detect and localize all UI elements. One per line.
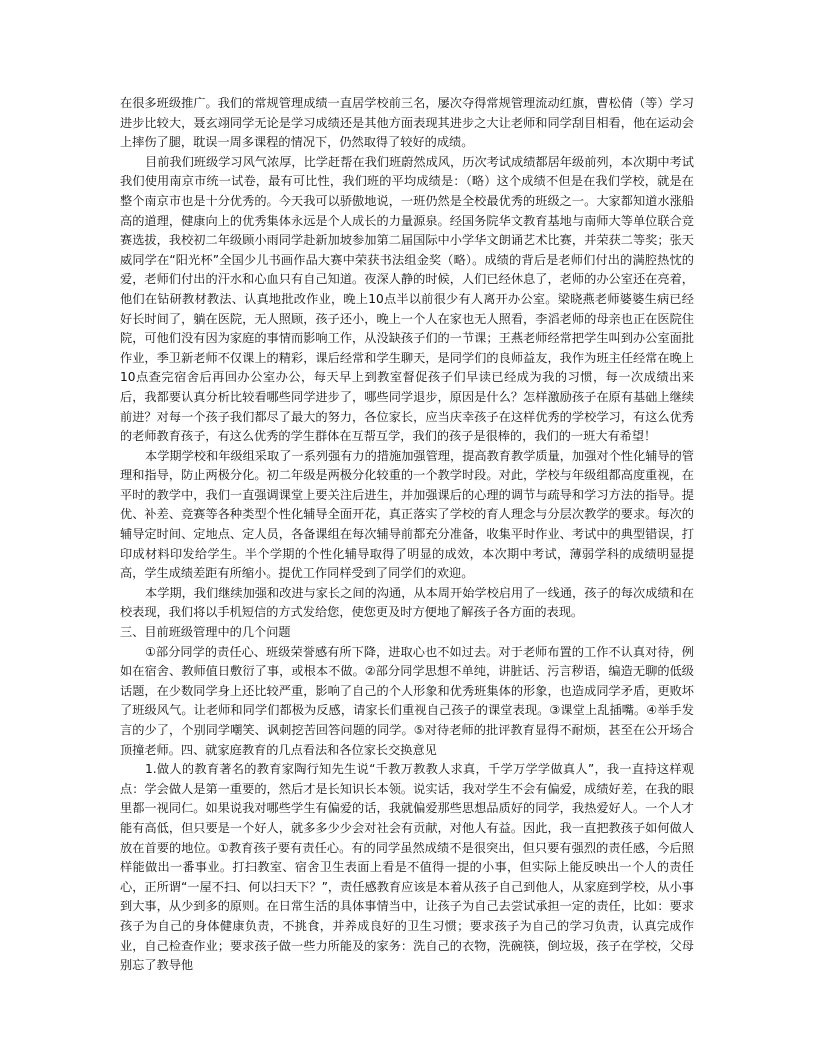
paragraph-2: 目前我们班级学习风气浓厚，比学赶帮在我们班蔚然成风，历次考试成绩都居年级前列，本次期中考试我们使用南京市统一试卷，最有可比性，我们班的平均成绩是：（略）这个成绩不但是在我们学校，就是在整个南京市也是十分优秀的。今天我可以骄傲地说，一班仍然是全校最优秀的班级之一。大家都知道水涨船高的道理，健康向上的优秀集体永远是个人成长的力量源泉。经国务院华文教育基地与南师大等单位联合竞赛选拔，我校初二年级顾小雨同学赴新加坡参加第二届国际中小学华文朗诵艺术比赛，并荣获二等奖；张天威同学在“阳光杯”全国少儿书画作品大赛中荣获书法组金奖（略）。成绩的背后是老师们付出的满腔热忱的爱，老师们付出的汗水和心血只有自己知道。夜深人静的时候，人们已经休息了，老师的办公室还在亮着，他们在钻研教材教法、认真地批改作业，晚上10点半以前很少有人离开办公室。梁晓燕老师婆婆生病已经好长时间了，躺在医院，无人照顾，孩子还小，晚上一个人在家也无人照看，李滔老师的母亲也正在医院住院，可他们没有因为家庭的事情而影响工作，从没缺孩子们的一节课；王燕老师经常把学生叫到办公室面批作业，季卫新老师不仅课上的精彩，课后经常和学生聊天，是同学们的良师益友，我作为班主任经常在晚上 10点查完宿舍后再回办公室办公，每天早上到教室督促孩子们早读已经成为我的习惯，每一次成绩出来后，我都要认真分析比较看哪些同学进步了，哪些同学退步，原因是什么？怎样激励孩子在原有基础上继续前进？对每一个孩子我们都尽了最大的努力，各位家长，应当庆幸孩子在这样优秀的学校学习，有这么优秀的老师教育孩子，有这么优秀的学生群体在互帮互学，我们的孩子是很棒的，我们的一班大有希望！ — [120, 154, 694, 444]
paragraph-4: 本学期，我们继续加强和改进与家长之间的沟通，从本周开始学校启用了一线通，孩子的每次成绩和在校表现，我们将以手机短信的方式发给您，使您更及时方便地了解孩子各方面的表现。 — [120, 585, 694, 620]
paragraph-1: 在很多班级推广。我们的常规管理成绩一直居学校前三名，屡次夺得常规管理流动红旗，曹松倩（等）学习进步比较大，聂玄翊同学无论是学习成绩还是其他方面表现其进步之大让老师和同学刮目相看，他在运动会上摔伤了腿，耽误一周多课程的情况下，仍然取得了较好的成绩。 — [120, 96, 694, 150]
paragraph-5: ①部分同学的责任心、班级荣誉感有所下降，进取心也不如过去。对于老师布置的工作不认真对待，例如在宿舍、教师值日敷衍了事，或根本不做。②部分同学思想不单纯，讲脏话、污言秽语，编造无聊的低级话题，在少数同学身上还比较严重，影响了自己的个人形象和优秀班集体的形象，也造成同学矛盾，更败坏了班级风气。让老师和同学们都极为反感，请家长们重视自己孩子的课堂表现。③课堂上乱插嘴。④举手发言的少了，个别同学嘲笑、讽刺挖苦回答问题的同学。⑤对待老师的批评教育显得不耐烦，甚至在公开场合顶撞老师。四、就家庭教育的几点看法和各位家长交换意见 — [120, 644, 694, 757]
section-heading-3: 三、目前班级管理中的几个问题 — [120, 625, 291, 640]
paragraph-3: 本学期学校和年级组采取了一系列强有力的措施加强管理，提高教育教学质量，加强对个性化辅导的管理和指导，防止两极分化。初二年级是两极分化较重的一个教学时段。对此，学校与年级组都高度重视，在平时的教学中，我们一直强调课堂上要关注后进生，并加强课后的心理的调节与疏导和学习方法的指导。提优、补差、竞赛等各种类型个性化辅导全面开花，真正落实了学校的育人理念与分层次教学的要求。每次的辅导定时间、定地点、定人员，各备课组在每次辅导前都充分准备，收集平时作业、考试中的典型错误，打印成材料印发给学生。半个学期的个性化辅导取得了明显的成效，本次期中考试，薄弱学科的成绩明显提高，学生成绩差距有所缩小。提优工作同样受到了同学们的欢迎。 — [120, 448, 694, 581]
paragraph-6: 1.做人的教育著名的教育家陶行知先生说“千教万教教人求真，千学万学学做真人”，我一直持这样观点：学会做人是第一重要的，然后才是长知识长本领。说实话，我对学生不会有偏爱，成绩好差，在我的眼里都一视同仁。如果说我对哪些学生有偏爱的话，我就偏爱那些思想品质好的同学，我热爱好人。一个人才能有高低，但只要是一个好人，就多多少少会对社会有贡献，对他人有益。因此，我一直把教孩子如何做人放在首要的地位。①教育孩子要有责任心。有的同学虽然成绩不是很突出，但只要有强烈的责任感，今后照样能做出一番事业。打扫教室、宿舍卫生表面上看是不值得一提的小事，但实际上能反映出一个人的责任心，正所谓“一屋不扫、何以扫天下？”，责任感教育应该是本着从孩子自己到他人，从家庭到学校，从小事到大事，从少到多的原则。在日常生活的具体事情当中，让孩子为自己去尝试承担一定的责任，比如：要求孩子为自己的身体健康负责，不挑食，并养成良好的卫生习惯；要求孩子为自己的学习负责，认真完成作业，自己检查作业；要求孩子做一些力所能及的家务：洗自己的衣物，洗碗筷，倒垃圾，孩子在学校，父母别忘了教导他 — [120, 762, 694, 973]
